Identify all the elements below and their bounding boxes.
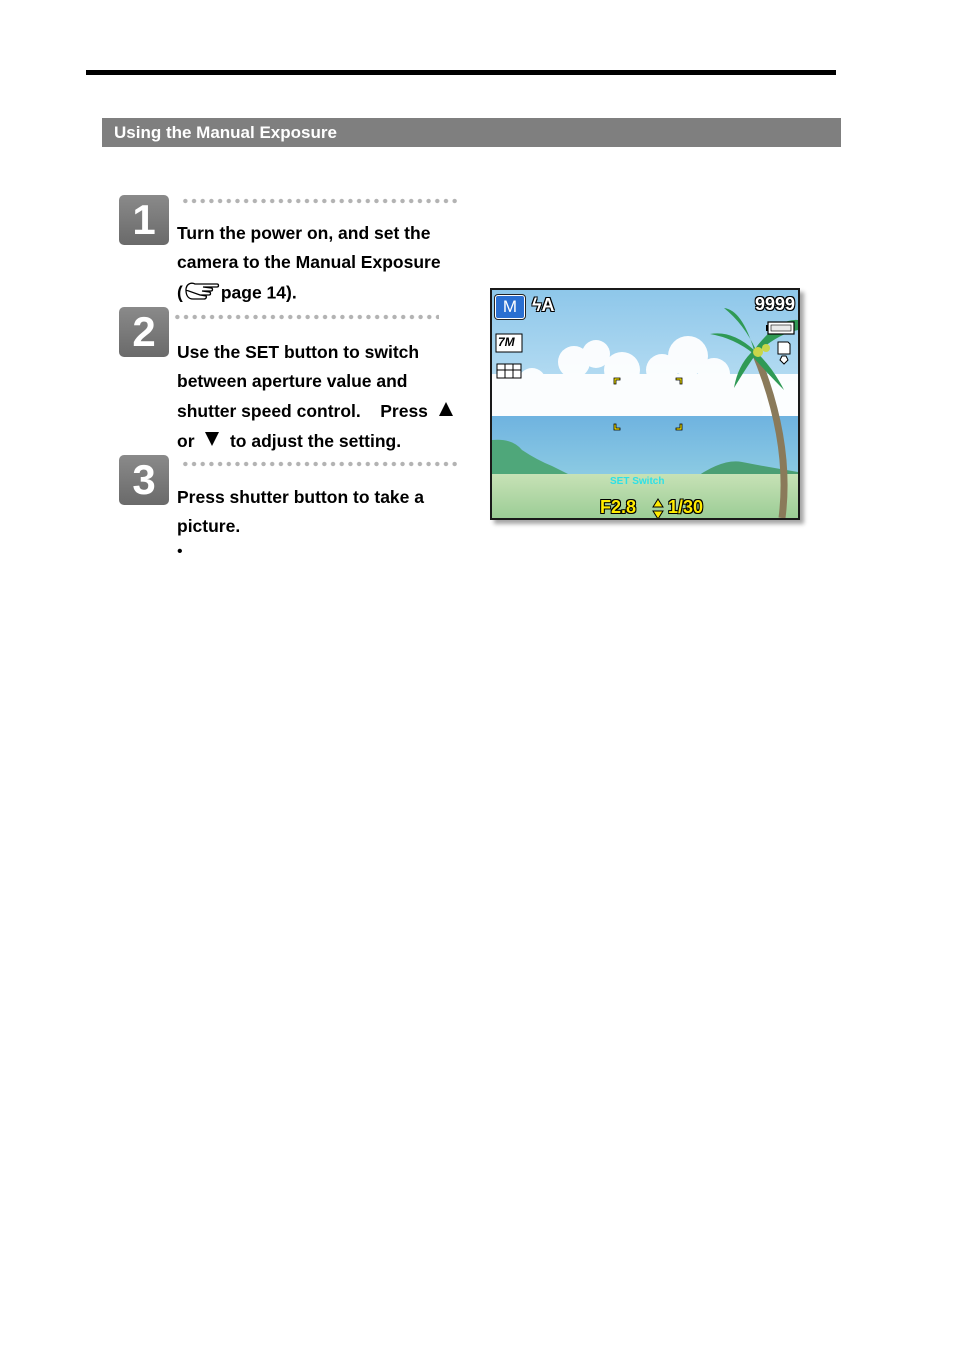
up-arrow-icon (438, 397, 454, 426)
step-2-text (177, 338, 454, 457)
camera-lcd-preview (490, 288, 800, 520)
battery-icon (766, 322, 794, 334)
step-2-line-1: Use the SET button to switch (177, 342, 420, 362)
aperture-value: F2.8 (600, 497, 637, 517)
hand-pointer-icon (183, 278, 221, 309)
step-1-line-2: camera to the Manual Exposure (177, 252, 441, 273)
step-2-or-text: or (177, 430, 195, 451)
section-title: Using the Manual Exposure (114, 123, 337, 142)
step-2-line-3 (177, 397, 454, 427)
step-3-line-1: Press shutter button to take a (177, 487, 424, 507)
down-arrow-icon (204, 427, 220, 456)
step-1-number: 1 (119, 195, 169, 245)
step-2-number: 2 (119, 307, 169, 357)
step-3-divider (181, 461, 457, 467)
step-1-line-3 (177, 278, 441, 309)
section-header (102, 118, 841, 147)
step-2-line-4 (177, 427, 454, 457)
step-3-text (177, 483, 424, 542)
shutter-speed-value: 1/30 (668, 497, 704, 517)
step-3-number: 3 (119, 455, 169, 505)
bullet-point: • (177, 543, 183, 560)
shots-remaining: 9999 (754, 294, 795, 314)
step-1-ref-open: ( (177, 281, 183, 302)
step-2-line-2: between aperture value and (177, 371, 408, 392)
step-2-divider (173, 314, 439, 320)
flash-mode-indicator: ϟA (532, 295, 555, 315)
set-switch-hint: SET Switch (610, 476, 665, 487)
step-2-adjust-text: to adjust the setting. (229, 430, 402, 451)
step-3-line-2: picture. (177, 516, 241, 537)
step-1-ref-text: page 14). (220, 281, 297, 302)
step-2-press-text: shutter speed control. Press (177, 400, 428, 421)
step-1-text (177, 219, 441, 309)
resolution-label: 7M (498, 335, 515, 349)
step-1-divider (181, 198, 457, 204)
top-rule (86, 70, 836, 75)
step-1-line-1: Turn the power on, and set the (177, 223, 431, 243)
mode-badge: M (495, 295, 525, 319)
drive-mode-icon (497, 364, 521, 378)
